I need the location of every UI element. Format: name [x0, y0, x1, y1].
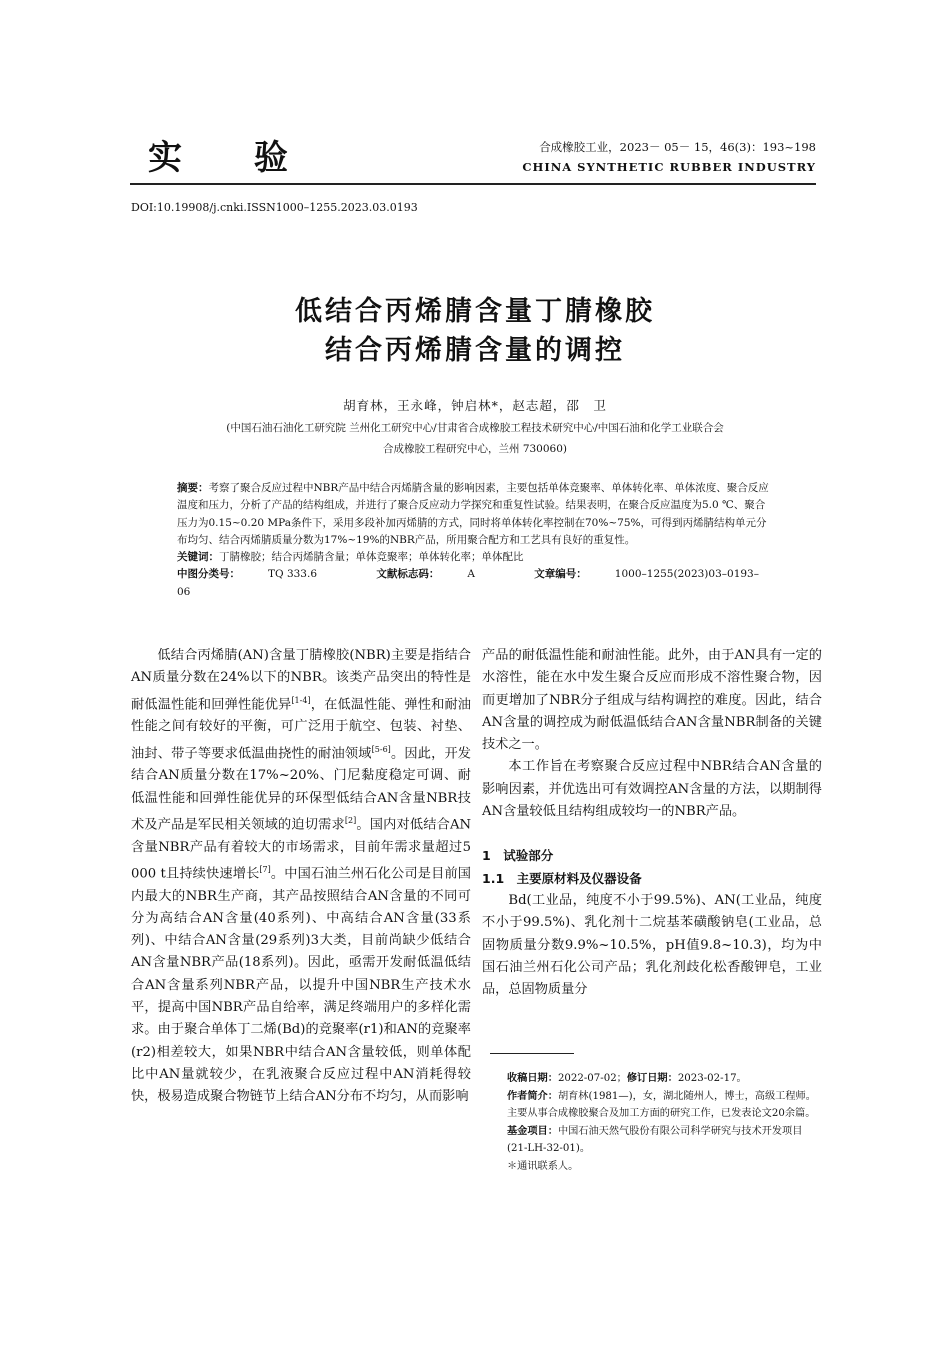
- abstract-label: 摘要：: [177, 482, 209, 494]
- corresponding-author: ＊通讯联系人。: [507, 1160, 579, 1172]
- bio-text: 胡育林(1981—)，女，湖北随州人，博士，高级工程师。主要从事合成橡胶聚合及加工方面的研究工作，已发表论文20余篇。: [507, 1090, 816, 1119]
- doi: DOI:10.19908/j.cnki.ISSN1000–1255.2023.03.0193: [131, 201, 418, 214]
- footnotes: [507, 1070, 819, 1175]
- intro-text-4: 。国内对低结合AN含量NBR产品有着较大的市场需求，目前年需求量超过5 000 t且持续快速增长: [131, 817, 472, 882]
- footnote-rule: [490, 1053, 574, 1054]
- intro-text-5: 。中国石油兰州石化公司是目前国内最大的NBR生产商，其产品按照结合AN含量的不同可分为高结合AN含量(40系列)、中高结合AN含量(33系列)、中结合AN含量(29系列)3大类，目前尚缺少低结合AN含量NBR产品(18系列)。因此，亟需开发耐低温低结合AN含量系列NBR产品，以提升中国NBR生产技术水平，提高中国NBR产品自给率，满足终端用户的多样化需求。由于聚合单体丁二烯(Bd)的竞聚率(r1)和AN的竞聚率(r2)相差较大，如果NBR中结合AN含量较低，则单体配比中AN量就较少，在乳液聚合反应过程中AN消耗得较快，极易造成聚合物链节上结合AN分布不均匀，从而影响: [131, 866, 471, 1105]
- abstract-block: [177, 480, 773, 601]
- keywords: [177, 549, 773, 566]
- affiliation-line-2: 合成橡胶工程研究中心，兰州 730060): [382, 443, 568, 455]
- bio-label: 作者简介：: [507, 1090, 558, 1102]
- citation-ref[interactable]: [1-4]: [291, 695, 311, 705]
- fund-label: 基金项目：: [507, 1125, 558, 1137]
- doc-code-label: 文献标志码：: [376, 568, 440, 581]
- fund-text: 中国石油天然气股份有限公司科学研究与技术开发项目(21-LH-32-01)。: [507, 1125, 803, 1154]
- affiliation: [0, 418, 950, 460]
- journal-info: [522, 137, 816, 177]
- header-rule: [130, 183, 816, 185]
- intro-text-2: ，在低温性能、弹性和耐油性能之间有较好的平衡，可广泛用于航空、包装、衬垫、油封、带子等要求低温曲挠性的耐油领域: [131, 696, 471, 761]
- right-column: [482, 645, 822, 1001]
- article-no-value: 1000–1255(2023)03–0193–06: [177, 568, 759, 598]
- title-line-2: 结合丙烯腈含量的调控: [325, 335, 625, 366]
- abstract-text: 考察了聚合反应过程中NBR产品中结合丙烯腈含量的影响因素，主要包括单体竞聚率、单体转化率、单体浓度、聚合反应温度和压力，分析了产品的结构组成，并进行了聚合反应动力学探究和重复性试验。结果表明，在聚合反应温度为5.0 ℃、聚合压力为0.15~0.20 MPa条件下，采用多段补加丙烯腈的方式，同时将单体转化率控制在70%~75%，可得到丙烯腈结构单元分布均匀、结合丙烯腈质量分数为17%~19%的NBR产品，所用聚合配方和工艺具有良好的重复性。: [177, 482, 769, 546]
- received-date: 2022-07-02；: [557, 1073, 627, 1084]
- clc-label: 中图分类号：: [177, 568, 240, 581]
- journal-citation: 合成橡胶工业，2023－ 05－ 15，46(3)：193~198: [539, 140, 816, 154]
- article-no-label: 文章编号：: [534, 568, 587, 581]
- doc-code-value: A: [467, 568, 475, 581]
- authors: 胡育林，王永峰，钟启林*，赵志超，邵 卫: [343, 398, 607, 413]
- citation-ref[interactable]: [5-6]: [371, 744, 391, 754]
- citation-ref[interactable]: [7]: [259, 864, 271, 874]
- author-bio: [507, 1088, 819, 1123]
- clc-value: TQ 333.6: [268, 568, 318, 581]
- abstract: [177, 480, 773, 549]
- revised-label: 修订日期：: [626, 1073, 678, 1084]
- keywords-label: 关键词：: [177, 551, 219, 564]
- materials-paragraph: Bd(工业品，纯度不小于99.5%)、AN(工业品，纯度不小于99.5%)、乳化剂十二烷基苯磺酸钠皂(工业品，总固物质量分数9.9%~10.5%，pH值9.8~10.3)，均为中国石油兰州石化公司产品；乳化剂歧化松香酸钾皂，工业品，总固物质量分: [482, 892, 822, 998]
- objective-paragraph: 本工作旨在考察聚合反应过程中NBR结合AN含量的影响因素，并优选出可有效调控AN含量的方法，以期制得AN含量较低且结构组成较均一的NBR产品。: [482, 759, 822, 820]
- section-heading-1: 1 试验部分: [482, 848, 554, 864]
- section-title: 实 验: [148, 138, 318, 178]
- journal-name-en: CHINA SYNTHETIC RUBBER INDUSTRY: [522, 160, 816, 174]
- classification-line: [177, 566, 773, 601]
- title-line-1: 低结合丙烯腈含量丁腈橡胶: [295, 296, 655, 327]
- funding: [507, 1123, 819, 1158]
- intro-text-1: 低结合丙烯腈(AN)含量丁腈橡胶(NBR)主要是指结合AN质量分数在24%以下的NBR。该类产品突出的特性是耐低温性能和回弹性能优异: [131, 648, 471, 712]
- affiliation-line-1: (中国石油石油化工研究院 兰州化工研究中心/甘肃省合成橡胶工程技术研究中心/中国石油和化学工业联合会: [226, 422, 724, 434]
- citation-ref[interactable]: [2]: [344, 815, 357, 825]
- paragraph-continued: 产品的耐低温性能和耐油性能。此外，由于AN具有一定的水溶性，能在水中发生聚合反应而形成不溶性聚合物，因而更增加了NBR分子组成与结构调控的难度。因此，结合AN含量的调控成为耐低温低结合AN含量NBR制备的关键技术之一。: [482, 648, 822, 753]
- received-label: 收稿日期：: [507, 1073, 558, 1084]
- intro-paragraph: [131, 645, 471, 1109]
- keywords-text: 丁腈橡胶；结合丙烯腈含量；单体竞聚率；单体转化率；单体配比: [219, 551, 524, 564]
- revised-date: 2023-02-17。: [677, 1073, 747, 1084]
- left-column: [131, 645, 471, 1109]
- paper-title: [0, 292, 950, 370]
- dates-line: [507, 1070, 819, 1088]
- section-heading-1-1: 1.1 主要原材料及仪器设备: [482, 870, 642, 886]
- intro-text-3: 。因此，开发结合AN质量分数在17%~20%、门尼黏度稳定可调、耐低温性能和回弹性能优异的环保型低结合AN含量NBR技术及产品是军民相关领域的迫切需求: [131, 745, 471, 833]
